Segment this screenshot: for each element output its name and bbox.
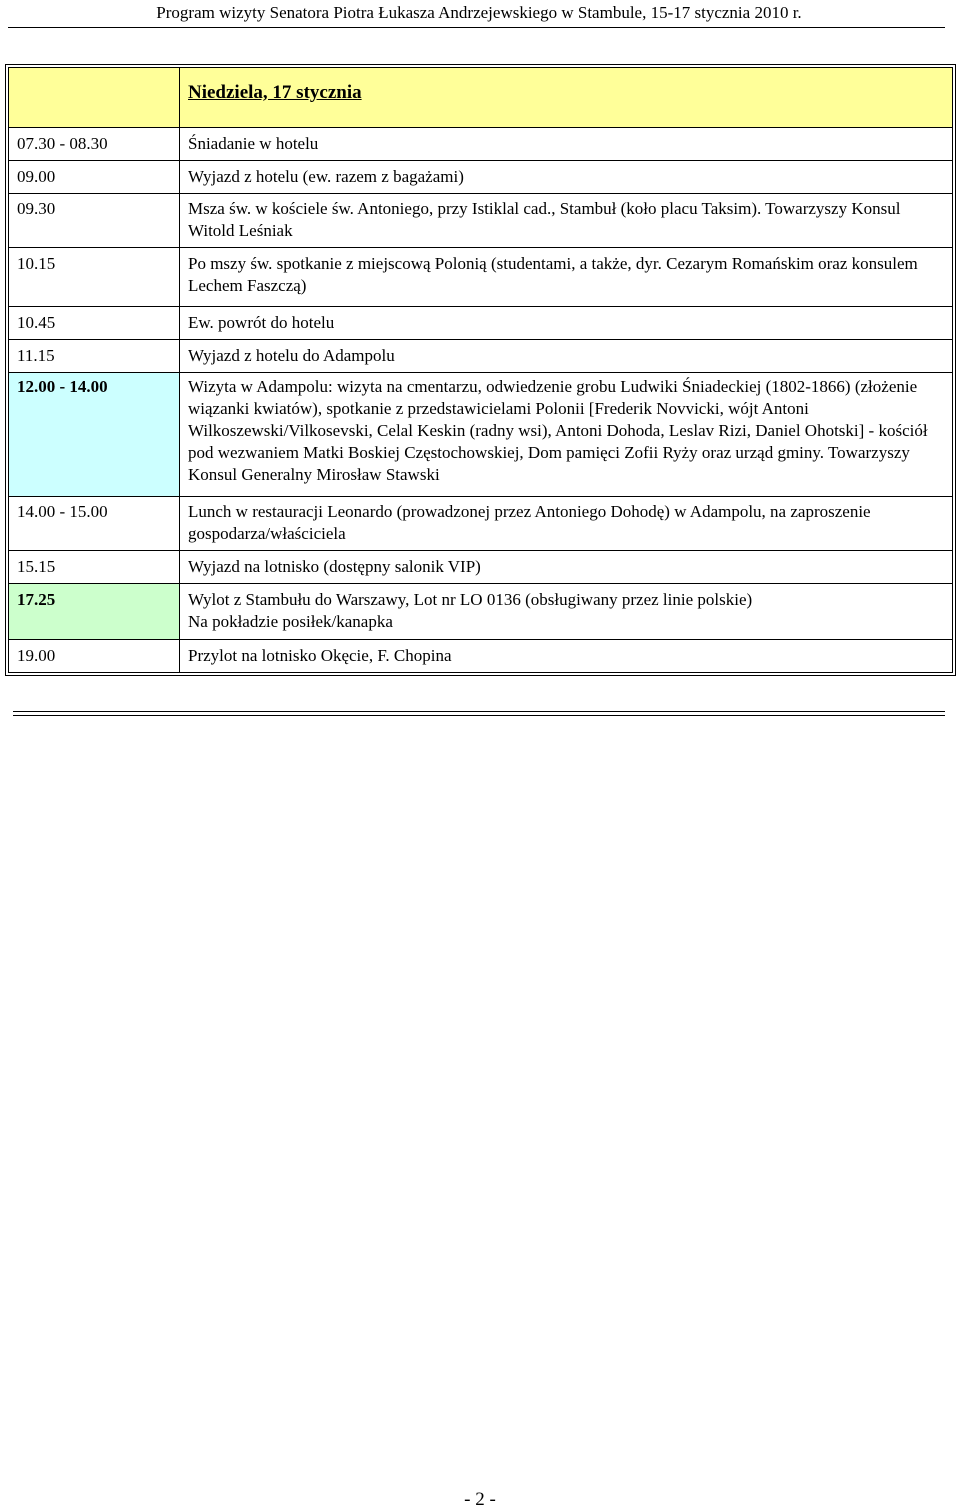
row-time: 09.30 — [9, 194, 180, 248]
row-event: Wyjazd z hotelu do Adampolu — [180, 340, 953, 373]
table-row — [9, 307, 953, 340]
schedule-table — [5, 64, 956, 676]
row-event: Wizyta w Adampolu: wizyta na cmentarzu, odwiedzenie grobu Ludwiki Śniadeckiej (1802-1866) (złożenie wiązanki kwiatów), spotkanie z przedstawicielami Polonii [Frederik Novvicki, wójt Antoni Wilkoszewski/Vilkosevski, Celal Keskin (radny wsi), Antoni Dohoda, Leslav Rizi, Daniel Ohotski] - kościół pod wezwaniem Matki Boskiej Częstochowskiej, Dom pamięci Zofii Ryży oraz urząd gminy. Towarzyszy Konsul Generalny Mirosław Stawski — [180, 373, 953, 497]
row-event: Msza św. w kościele św. Antoniego, przy Istiklal cad., Stambuł (koło placu Taksim). Towarzyszy Konsul Witold Leśniak — [180, 194, 953, 248]
table-row — [9, 128, 953, 161]
row-time: 11.15 — [9, 340, 180, 373]
table-row — [9, 551, 953, 584]
row-event — [180, 584, 953, 640]
table-row — [9, 497, 953, 551]
day-header-cell — [180, 68, 953, 128]
row-event-line: Wylot z Stambułu do Warszawy, Lot nr LO 0136 (obsługiwany przez linie polskie) — [188, 590, 753, 609]
row-time: 14.00 - 15.00 — [9, 497, 180, 551]
row-time: 10.45 — [9, 307, 180, 340]
row-event: Wyjazd z hotelu (ew. razem z bagażami) — [180, 161, 953, 194]
page-number: - 2 - — [464, 1489, 496, 1510]
day-header-row — [9, 68, 953, 128]
table-row — [9, 584, 953, 640]
page-header: Program wizyty Senatora Piotra Łukasza Andrzejewskiego w Stambule, 15-17 stycznia 2010 r. — [156, 3, 802, 22]
row-event: Przylot na lotnisko Okęcie, F. Chopina — [180, 640, 953, 673]
day-title: Niedziela, 17 stycznia — [188, 82, 362, 103]
row-time: 10.15 — [9, 248, 180, 307]
row-time: 15.15 — [9, 551, 180, 584]
table-row — [9, 161, 953, 194]
row-time: 19.00 — [9, 640, 180, 673]
table-row — [9, 194, 953, 248]
header-divider — [8, 27, 945, 28]
row-time: 07.30 - 08.30 — [9, 128, 180, 161]
table-row — [9, 340, 953, 373]
day-header-time-cell — [9, 68, 180, 128]
table-row — [9, 640, 953, 673]
row-time: 12.00 - 14.00 — [9, 373, 180, 497]
row-event: Śniadanie w hotelu — [180, 128, 953, 161]
footer-divider — [13, 711, 945, 716]
row-event: Lunch w restauracji Leonardo (prowadzonej przez Antoniego Dohodę) w Adampolu, na zaproszenie gospodarza/właściciela — [180, 497, 953, 551]
table-row — [9, 248, 953, 307]
row-time: 09.00 — [9, 161, 180, 194]
row-event: Po mszy św. spotkanie z miejscową Polonią (studentami, a także, dyr. Cezarym Romańskim oraz konsulem Lechem Faszczą) — [180, 248, 953, 307]
row-time: 17.25 — [9, 584, 180, 640]
row-event: Ew. powrót do hotelu — [180, 307, 953, 340]
row-event: Wyjazd na lotnisko (dostępny salonik VIP) — [180, 551, 953, 584]
row-event-line: Na pokładzie posiłek/kanapka — [188, 612, 393, 631]
table-row — [9, 373, 953, 497]
